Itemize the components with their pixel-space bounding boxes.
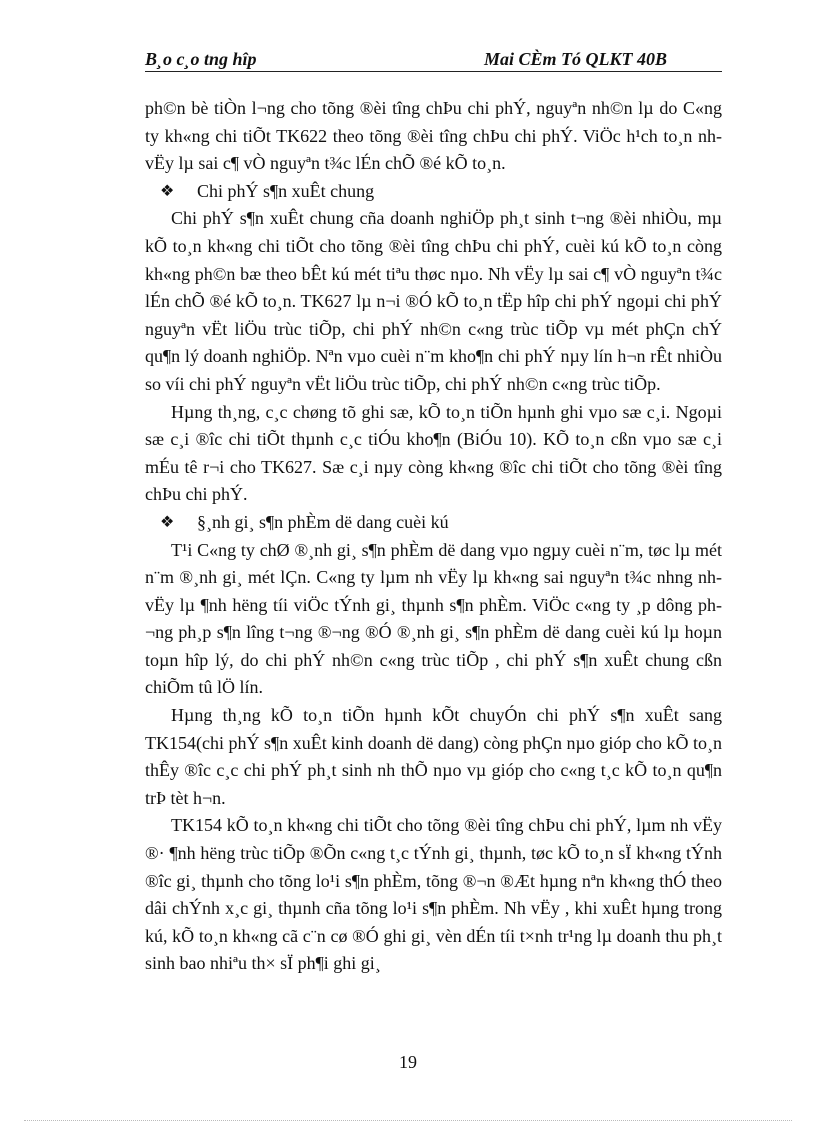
page-bottom-divider: [24, 1120, 792, 1121]
page-number: 19: [399, 1052, 417, 1072]
bullet-heading-text: §¸nh gi¸ s¶n phÈm dë dang cuèi kú: [197, 511, 449, 532]
paragraph: TK154 kÕ to¸n kh«ng chi tiÕt cho tõng ®èi tîng chÞu chi phÝ, lµm nh vËy ®· ¶nh hëng trùc tiÕp ®Õn c«ng t¸c tÝnh gi¸ thµnh, tøc kÕ to¸n sÏ kh«ng tÝnh ®îc gi¸ thµnh cho tõng lo¹i s¶n phÈm, tõng ®¬n ®Æt hµng nªn kh«ng thÓ theo dâi chÝnh x¸c gi¸ thµnh cña tõng lo¹i s¶n phÈm. Nh vËy , khi xuÊt hµng trong kú, kÕ to¸n kh«ng cã c¨n cø ®Ó ghi gi¸ vèn dÉn tíi t×nh tr¹ng lµ doanh thu ph¸t sinh bao nhiªu th× sÏ ph¶i ghi gi¸: [145, 815, 722, 974]
page-header: [145, 49, 722, 72]
paragraph: Hµng th¸ng kÕ to¸n tiÕn hµnh kÕt chuyÓn chi phÝ s¶n xuÊt sang TK154(chi phÝ s¶n xuÊt kinh doanh dë dang) còng phÇn nµo gióp cho kÕ to¸n thÊy ®îc c¸c chi phÝ ph¸t sinh nh thÕ nµo vµ gióp cho c«ng t¸c kÕ to¸n qu¶n trÞ tèt h¬n.: [145, 705, 722, 808]
document-body: [145, 95, 722, 978]
header-report-title: B¸o c¸o tng hîp: [145, 49, 257, 69]
bullet-heading: [145, 509, 722, 537]
bullet-heading: [145, 178, 722, 206]
paragraph: ph©n bè tiÒn l¬ng cho tõng ®èi tîng chÞu chi phÝ, nguyªn nh©n lµ do C«ng ty kh«ng chi tiÕt TK622 theo tõng ®èi tîng chÞu chi phÝ. ViÖc h¹ch to¸n nh vËy lµ sai c¶ vÒ nguyªn t¾c lÉn chÕ ®é kÕ to¸n.: [145, 98, 722, 174]
header-author: Mai CÈm Tó QLKT 40B: [483, 49, 667, 69]
bullet-heading-text: Chi phÝ s¶n xuÊt chung: [197, 180, 375, 201]
paragraph: Hµng th¸ng, c¸c chøng tõ ghi sæ, kÕ to¸n tiÕn hµnh ghi vµo sæ c¸i. Ngoµi sæ c¸i ®îc chi tiÕt thµnh c¸c tiÓu kho¶n (BiÓu 10). KÕ to¸n cßn vµo sæ c¸i mÉu tê r¬i cho TK627. Sæ c¸i nµy còng kh«ng ®îc chi tiÕt cho tõng ®èi tîng chÞu chi phÝ.: [145, 401, 722, 505]
paragraph: T¹i C«ng ty chØ ®¸nh gi¸ s¶n phÈm dë dang vµo ngµy cuèi n¨m, tøc lµ mét n¨m ®¸nh gi¸ mét lÇn. C«ng ty lµm nh vËy lµ kh«ng sai nguyªn t¾c nhng nh vËy lµ ¶nh hëng tíi viÖc tÝnh gi¸ thµnh s¶n phÈm. ViÖc c«ng ty ¸p dông ph¬ng ph¸p s¶n lîng t¬ng ®¬ng ®Ó ®¸nh gi¸ s¶n phÈm dë dang cuèi kú lµ hoµn toµn hîp lý, do chi phÝ nh©n c«ng trùc tiÕp , chi phÝ s¶n xuÊt chung cßn chiÕm tû lÖ lín.: [145, 539, 722, 698]
four-diamond-bullet-icon: ❖: [160, 182, 175, 200]
paragraph: Chi phÝ s¶n xuÊt chung cña doanh nghiÖp ph¸t sinh t¬ng ®èi nhiÒu, mµ kÕ to¸n kh«ng chi tiÕt cho tõng ®èi tîng chÞu chi phÝ, cuèi kú kÕ to¸n còng kh«ng ph©n bæ theo bÊt kú mét tiªu thøc nµo. Nh vËy lµ sai c¶ vÒ nguyªn t¾c lÉn chÕ ®é kÕ to¸n. TK627 lµ n¬i ®Ó kÕ to¸n tËp hîp chi phÝ ngoµi chi phÝ nguyªn vËt liÖu trùc tiÕp, chi phÝ nh©n c«ng trùc tiÕp vµ mét phÇn chÝ qu¶n lý doanh nghiÖp. Nªn vµo cuèi n¨m kho¶n chi phÝ nµy lín h¬n rÊt nhiÒu so víi chi phÝ nguyªn vËt liÖu trùc tiÕp, chi phÝ nh©n c«ng trùc tiÕp.: [145, 208, 722, 394]
four-diamond-bullet-icon: ❖: [160, 513, 175, 531]
